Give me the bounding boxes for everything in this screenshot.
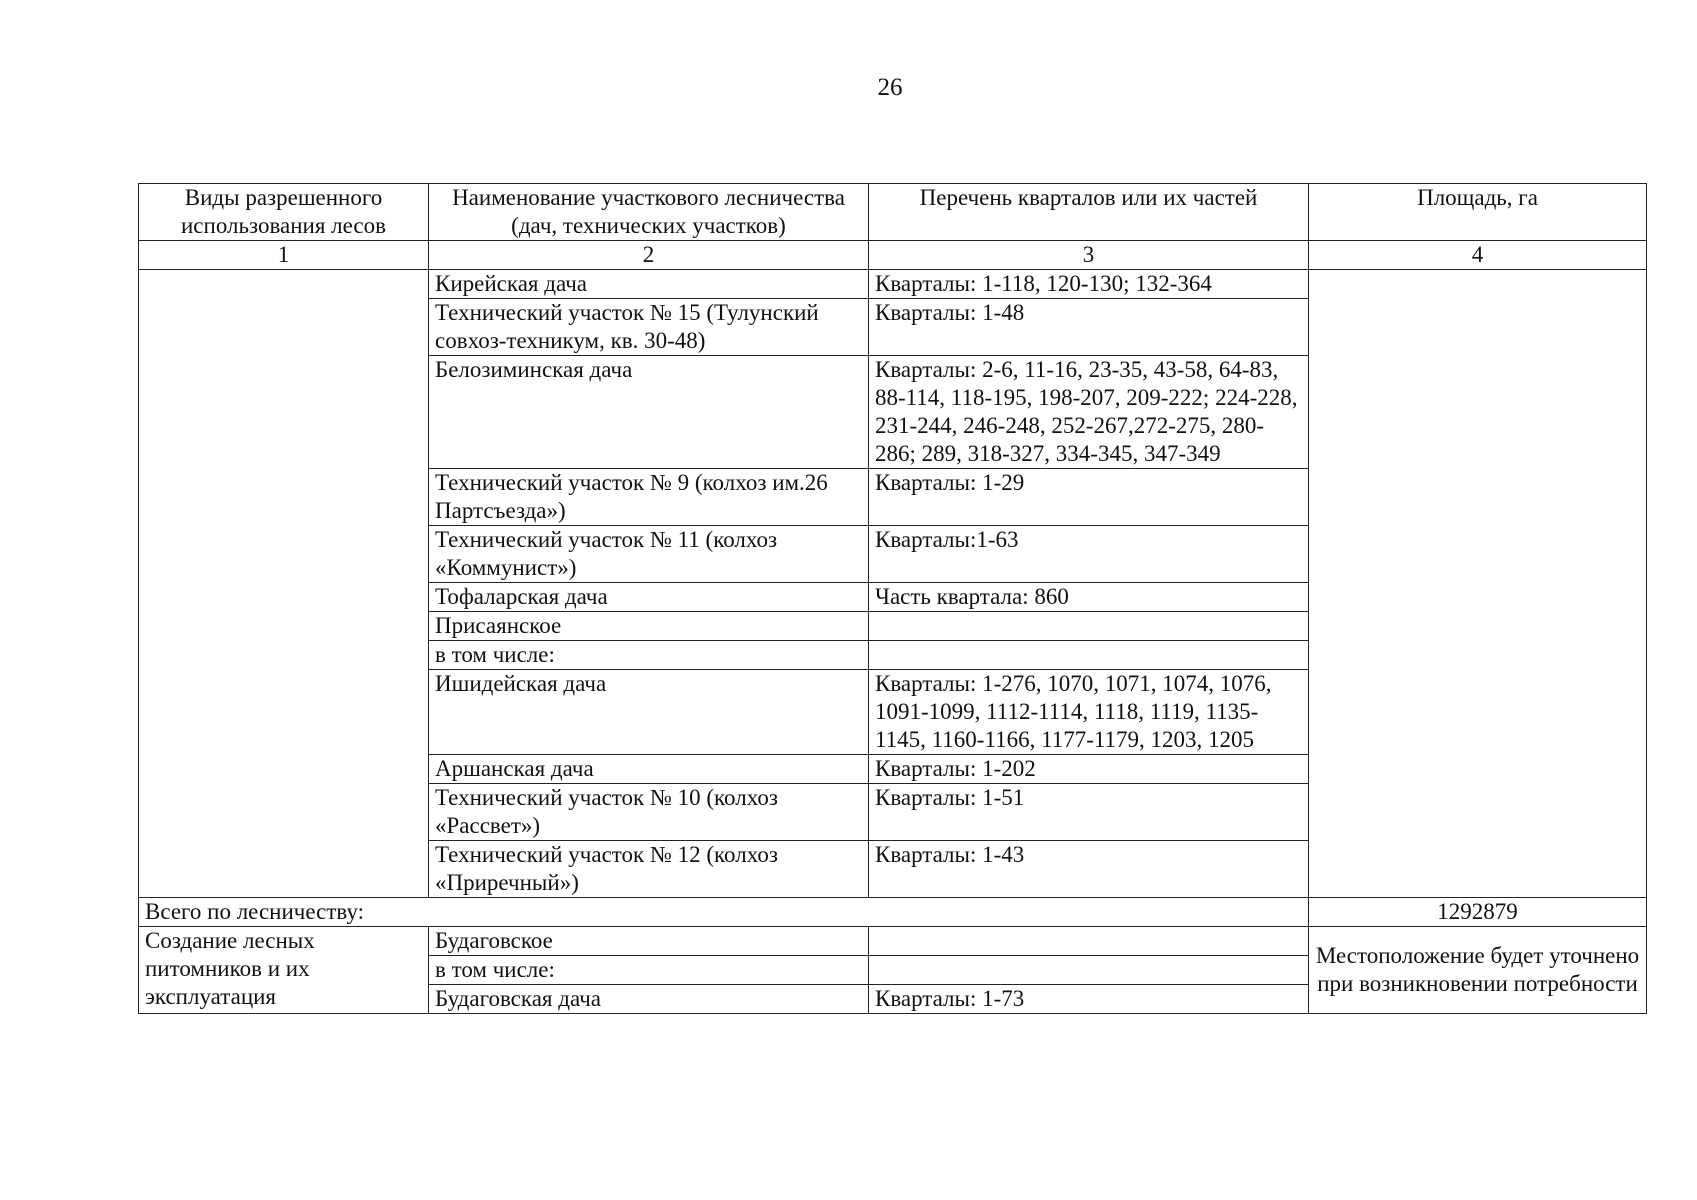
column-number: 3 <box>869 241 1309 270</box>
forestry-name-cell: Кирейская дача <box>429 270 869 299</box>
forestry-name-cell: в том числе: <box>429 956 869 985</box>
forestry-name-cell: Белозиминская дача <box>429 356 869 469</box>
quarters-cell: Кварталы: 2-6, 11-16, 23-35, 43-58, 64-83, 88-114, 118-195, 198-207, 209-222; 224-228, 231-244, 246-248, 252-267,272-275, 280-286; 289, 318-327, 334-345, 347-349 <box>869 356 1309 469</box>
area-note-cell: Местоположение будет уточнено при возникновении потребности <box>1309 927 1647 1014</box>
forestry-name-cell: Технический участок № 10 (колхоз «Рассвет») <box>429 784 869 841</box>
quarters-cell: Кварталы: 1-276, 1070, 1071, 1074, 1076, 1091-1099, 1112-1114, 1118, 1119, 1135-1145, 1160-1166, 1177-1179, 1203, 1205 <box>869 670 1309 755</box>
quarters-cell <box>869 956 1309 985</box>
total-row <box>139 898 1647 927</box>
forestry-name-cell: Технический участок № 11 (колхоз «Коммунист») <box>429 526 869 583</box>
header-forestry-name: Наименование участкового лесничества (дач, технических участков) <box>429 184 869 241</box>
quarters-cell: Кварталы: 1-29 <box>869 469 1309 526</box>
table-row <box>139 927 1647 956</box>
header-area: Площадь, га <box>1309 184 1647 241</box>
quarters-cell: Кварталы:1-63 <box>869 526 1309 583</box>
page-number: 26 <box>877 74 903 101</box>
quarters-cell: Кварталы: 1-43 <box>869 841 1309 898</box>
column-number: 4 <box>1309 241 1647 270</box>
header-quarters: Перечень кварталов или их частей <box>869 184 1309 241</box>
quarters-cell: Кварталы: 1-51 <box>869 784 1309 841</box>
quarters-cell: Кварталы: 1-118, 120-130; 132-364 <box>869 270 1309 299</box>
total-label: Всего по лесничеству: <box>139 898 1309 927</box>
column-number-row <box>139 241 1647 270</box>
table-row <box>139 270 1647 299</box>
quarters-cell: Кварталы: 1-202 <box>869 755 1309 784</box>
table-header-row <box>139 184 1647 241</box>
forestry-name-cell: Будаговское <box>429 927 869 956</box>
forestry-name-cell: Присаянское <box>429 612 869 641</box>
header-use-type: Виды разрешенного использования лесов <box>139 184 429 241</box>
quarters-cell <box>869 641 1309 670</box>
forestry-name-cell: Будаговская дача <box>429 985 869 1014</box>
forestry-name-cell: Технический участок № 15 (Тулунский совхоз-техникум, кв. 30-48) <box>429 299 869 356</box>
forestry-name-cell: Тофаларская дача <box>429 583 869 612</box>
column-number: 2 <box>429 241 869 270</box>
column-number: 1 <box>139 241 429 270</box>
forestry-name-cell: Технический участок № 9 (колхоз им.26 Партсъезда») <box>429 469 869 526</box>
quarters-cell <box>869 927 1309 956</box>
use-type-cell: Создание лесных питомников и их эксплуатация <box>139 927 429 1014</box>
area-cell-empty <box>1309 270 1647 898</box>
quarters-cell: Кварталы: 1-48 <box>869 299 1309 356</box>
forestry-name-cell: Аршанская дача <box>429 755 869 784</box>
quarters-cell <box>869 612 1309 641</box>
total-value: 1292879 <box>1309 898 1647 927</box>
use-type-cell-empty <box>139 270 429 898</box>
forestry-name-cell: в том числе: <box>429 641 869 670</box>
quarters-cell: Часть квартала: 860 <box>869 583 1309 612</box>
forestry-name-cell: Ишидейская дача <box>429 670 869 755</box>
forest-use-table <box>138 183 1647 1014</box>
quarters-cell: Кварталы: 1-73 <box>869 985 1309 1014</box>
forestry-name-cell: Технический участок № 12 (колхоз «Приречный») <box>429 841 869 898</box>
